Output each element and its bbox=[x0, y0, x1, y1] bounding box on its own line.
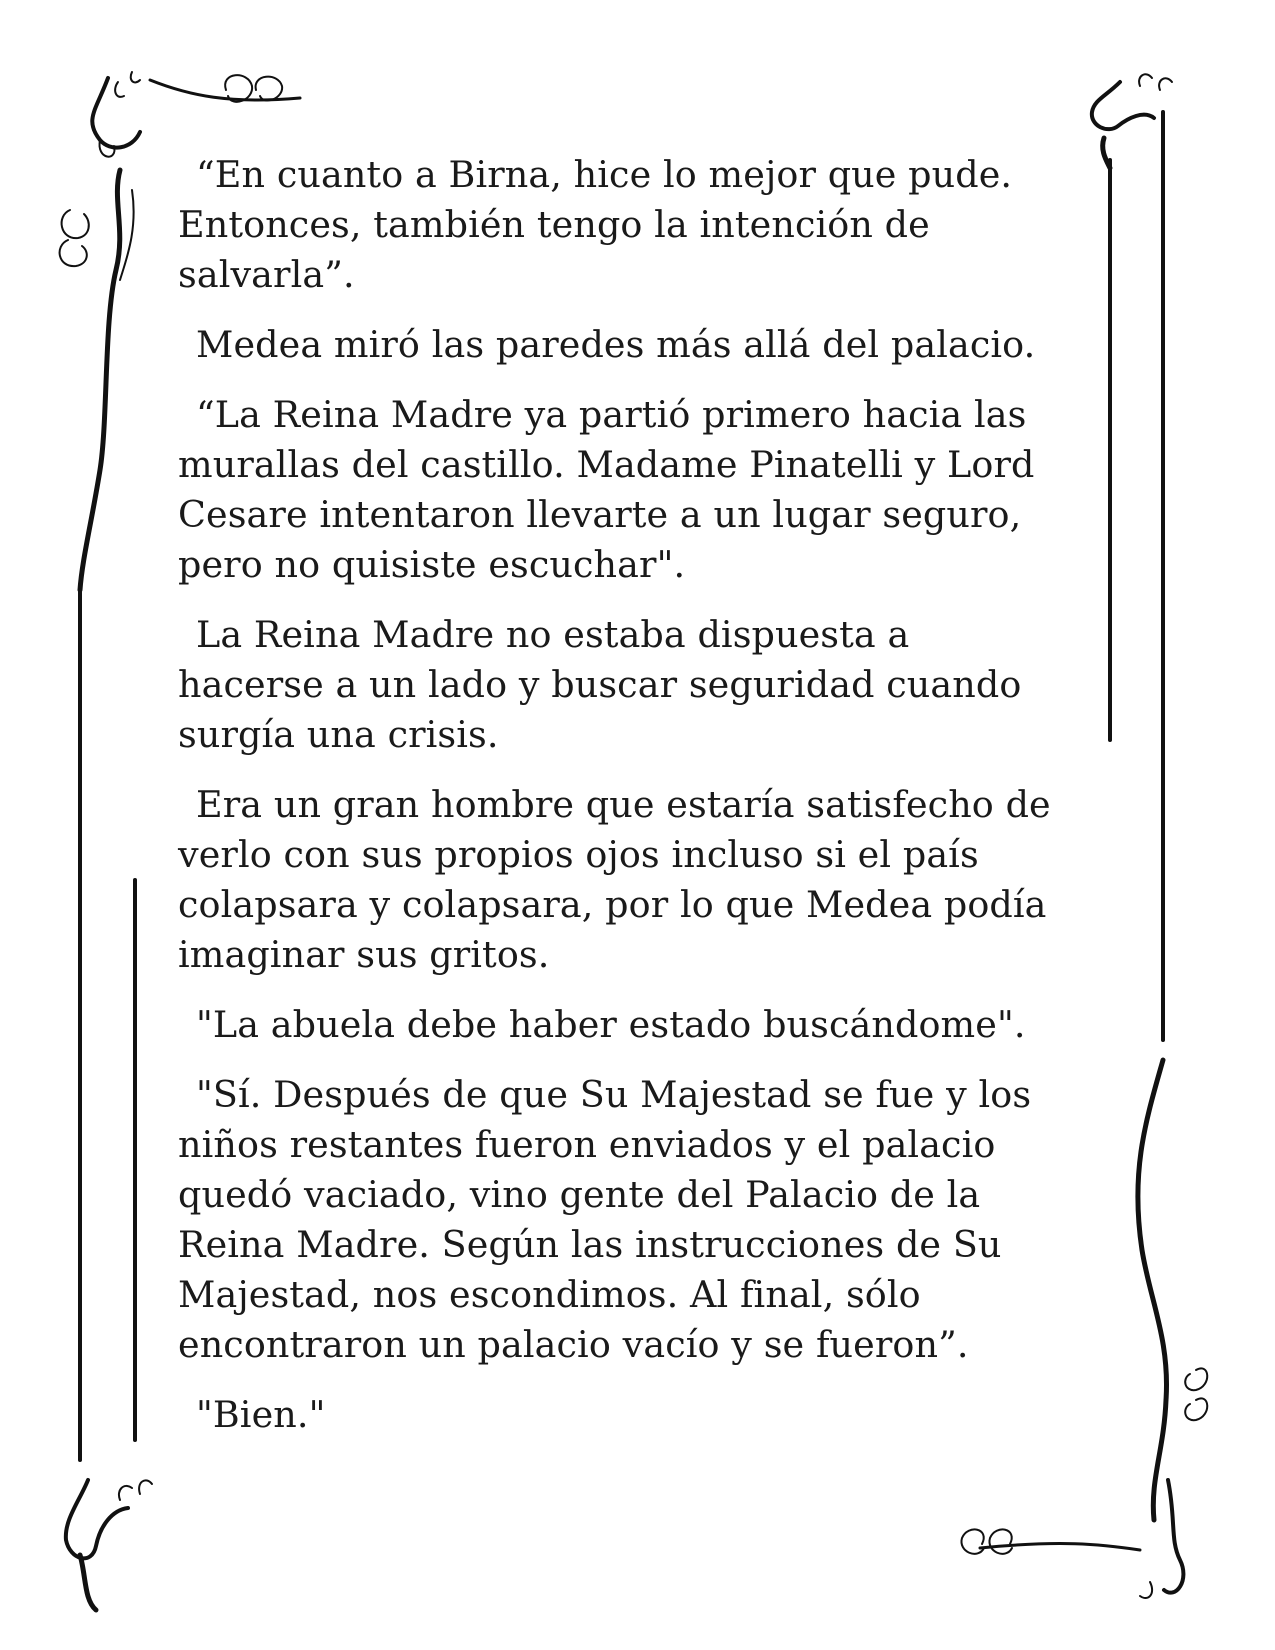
paragraph: "Bien." bbox=[196, 1393, 326, 1436]
top-right-flourish-icon bbox=[1092, 74, 1172, 168]
paragraph: “En cuanto a Birna, hice lo mejor que pude. Entonces, también tengo la intención de salvarla”. bbox=[178, 153, 1013, 296]
paragraph: La Reina Madre no estaba dispuesta a hacerse a un lado y buscar seguridad cuando surgía una crisis. bbox=[178, 613, 1022, 756]
paragraph: "Sí. Después de que Su Majestad se fue y los niños restantes fueron enviados y el palacio quedó vaciado, vino gente del Palacio de la Reina Madre. Según las instrucciones de Su Majestad, nos escondimos. Al final, sólo encontraron un palacio vacío y se fueron”. bbox=[178, 1073, 1032, 1366]
paragraph: “La Reina Madre ya partió primero hacia las murallas del castillo. Madame Pinatelli y Lord Cesare intentaron llevarte a un lugar seguro, pero no quisiste escuchar". bbox=[178, 393, 1035, 586]
paragraph: "La abuela debe haber estado buscándome". bbox=[196, 1003, 1026, 1046]
paragraph: Medea miró las paredes más allá del palacio. bbox=[196, 323, 1036, 366]
page-body bbox=[178, 150, 1078, 1460]
paragraph: Era un gran hombre que estaría satisfecho de verlo con sus propios ojos incluso si el país colapsara y colapsara, por lo que Medea podía imaginar sus gritos. bbox=[178, 783, 1051, 976]
bottom-left-flourish-icon bbox=[66, 1480, 152, 1610]
